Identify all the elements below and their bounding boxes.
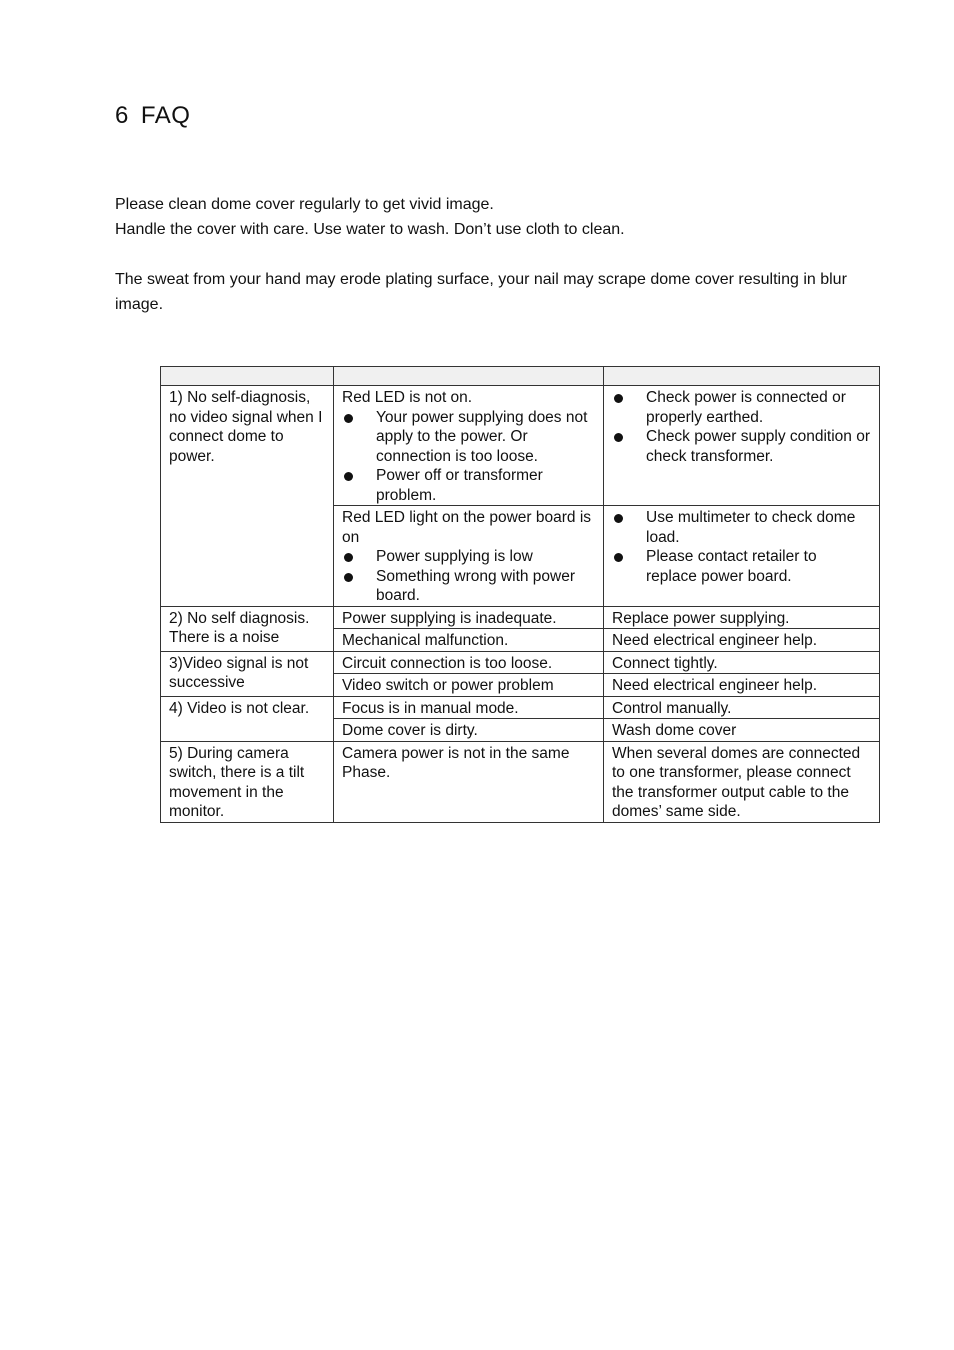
cause-cell: Dome cover is dirty.: [334, 719, 604, 742]
cause-cell: Camera power is not in the same Phase.: [334, 741, 604, 822]
list-item: Use multimeter to check dome load.: [612, 508, 871, 547]
list-item: Your power supplying does not apply to the power. Or connection is too loose.: [342, 408, 595, 467]
solution-cell: Need electrical engineer help.: [604, 629, 880, 652]
table-row: [161, 386, 880, 506]
paragraph-warning: The sweat from your hand may erode plating surface, your nail may scrape dome cover resulting in blur image.: [115, 271, 847, 313]
cause-cell: [334, 506, 604, 607]
solution-cell: Replace power supplying.: [604, 606, 880, 629]
solution-cell: Need electrical engineer help.: [604, 674, 880, 697]
list-item: Check power supply condition or check transformer.: [612, 427, 871, 466]
section-title: FAQ: [140, 102, 191, 129]
cause-cell: Power supplying is inadequate.: [334, 606, 604, 629]
table-row: [161, 741, 880, 822]
bullet-list: [342, 547, 595, 606]
bullet-list: [342, 408, 595, 506]
header-cell-problem: [161, 367, 334, 386]
faq-table: [160, 366, 880, 823]
cause-text: Red LED is not on.: [342, 389, 473, 406]
cause-cell: [334, 386, 604, 506]
cleaning-instructions: [115, 192, 895, 242]
cause-cell: Video switch or power problem: [334, 674, 604, 697]
problem-cell: 4) Video is not clear.: [161, 696, 334, 741]
solution-cell: Wash dome cover: [604, 719, 880, 742]
table-row: [161, 651, 880, 674]
list-item: Power off or transformer problem.: [342, 466, 595, 505]
solution-cell: Connect tightly.: [604, 651, 880, 674]
cause-text: Red LED light on the power board is on: [342, 509, 592, 546]
paragraph-line: Please clean dome cover regularly to get vivid image.: [115, 196, 494, 213]
list-item: Check power is connected or properly earthed.: [612, 388, 871, 427]
list-item: Something wrong with power board.: [342, 567, 595, 606]
header-cell-solution: [604, 367, 880, 386]
cause-cell: Mechanical malfunction.: [334, 629, 604, 652]
solution-cell: [604, 386, 880, 506]
table-header-row: [161, 367, 880, 386]
problem-cell: 3)Video signal is not successive: [161, 651, 334, 696]
problem-cell: 1) No self-diagnosis, no video signal when I connect dome to power.: [161, 386, 334, 607]
section-number: 6: [115, 102, 129, 129]
solution-cell: When several domes are connected to one transformer, please connect the transformer output cable to the domes’ same side.: [604, 741, 880, 822]
bullet-list: [612, 508, 871, 586]
paragraph-line: Handle the cover with care. Use water to wash. Don’t use cloth to clean.: [115, 221, 625, 238]
section-heading: [115, 102, 190, 130]
bullet-list: [612, 388, 871, 466]
solution-cell: Control manually.: [604, 696, 880, 719]
cause-cell: Circuit connection is too loose.: [334, 651, 604, 674]
table-row: [161, 696, 880, 719]
list-item: Please contact retailer to replace power board.: [612, 547, 871, 586]
header-cell-cause: [334, 367, 604, 386]
problem-cell: 5) During camera switch, there is a tilt movement in the monitor.: [161, 741, 334, 822]
problem-cell: 2) No self diagnosis. There is a noise: [161, 606, 334, 651]
list-item: Power supplying is low: [342, 547, 595, 567]
solution-cell: [604, 506, 880, 607]
cause-cell: Focus is in manual mode.: [334, 696, 604, 719]
table-row: [161, 606, 880, 629]
